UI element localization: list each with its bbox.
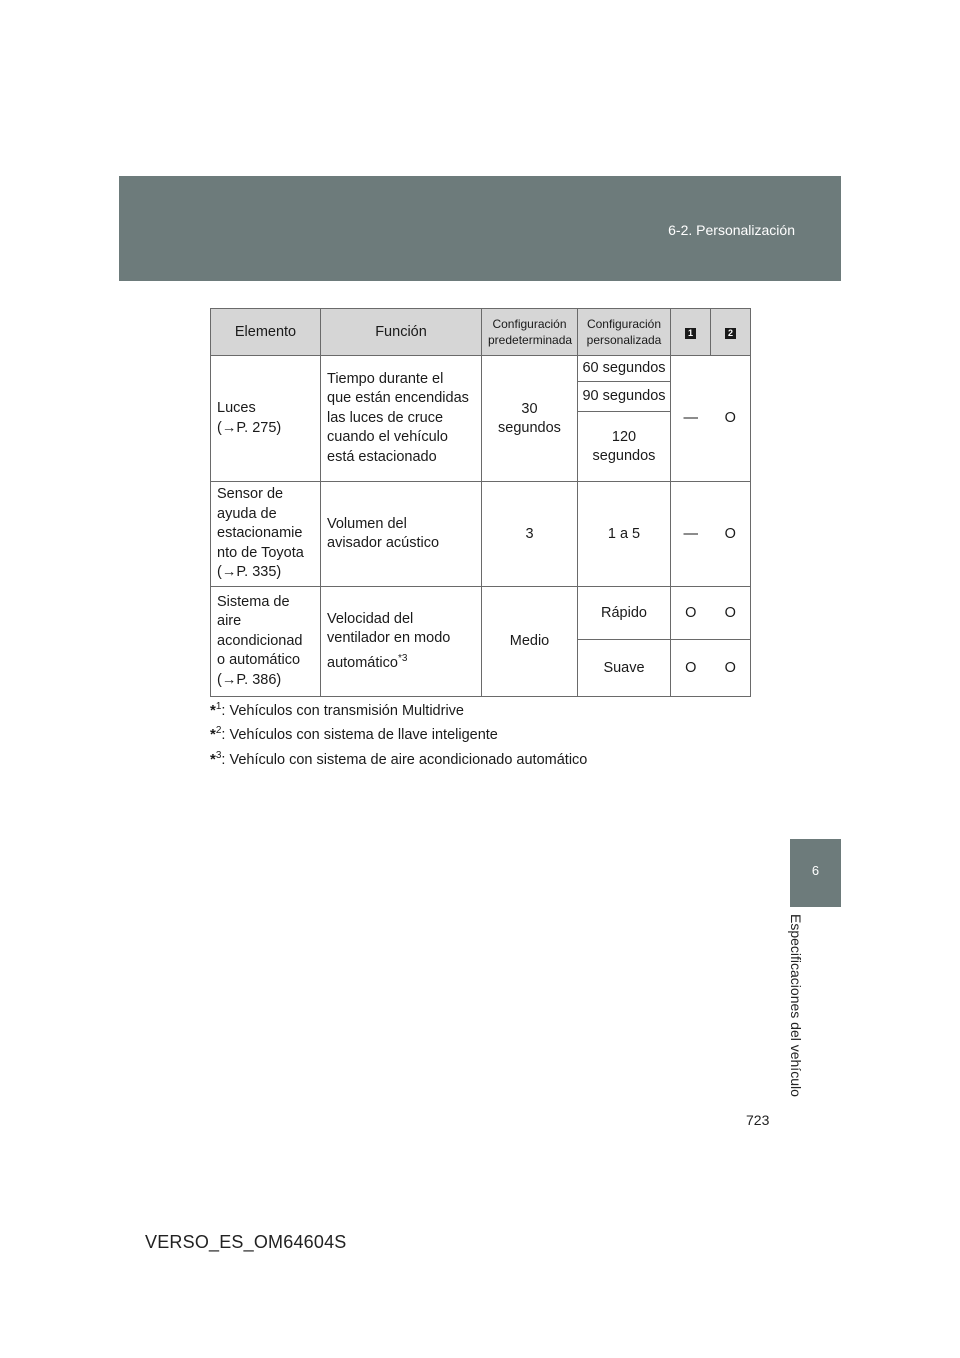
page-number: 723 <box>746 1112 770 1128</box>
footnote-number: 1 <box>215 701 222 712</box>
row3-element <box>211 587 321 697</box>
header-custom-line1: Configuración <box>586 317 662 331</box>
footnote-text: : Vehículos con sistema de llave inteligente <box>221 727 498 744</box>
row3-element-line: o automático <box>217 652 301 669</box>
row3-element-line: Sistema de <box>217 593 290 610</box>
row2-default: 3 <box>482 482 578 587</box>
table-header-row <box>211 309 751 356</box>
badge-1-icon: 1 <box>685 328 696 339</box>
row2-element-line: nto de Toyota <box>217 544 304 561</box>
row1-function: Tiempo durante el que están encendidas las luces de cruce cuando el vehículo está estacionado <box>321 356 482 482</box>
chapter-tab <box>790 839 841 907</box>
footnote-mark: * <box>210 701 216 719</box>
header-col-1 <box>671 309 711 356</box>
header-function: Función <box>321 309 482 356</box>
row2-element-line: Sensor de <box>217 486 284 503</box>
row2-function <box>321 482 482 587</box>
row1-default <box>482 356 578 482</box>
header-default-setting <box>482 309 578 356</box>
row2-col1: — <box>671 482 711 587</box>
row3-function <box>321 587 482 697</box>
row1-custom-c-line1: 120 <box>611 428 637 445</box>
row3-custom-b-col2: O <box>711 640 751 697</box>
footnote-text: : Vehículos con transmisión Multidrive <box>221 702 464 719</box>
header-custom-setting <box>578 309 671 356</box>
document-code: VERSO_ES_OM64604S <box>145 1232 347 1252</box>
row2-element <box>211 482 321 587</box>
row1-col2: O <box>711 356 751 482</box>
row1-default-line2: segundos <box>498 419 561 436</box>
row1-custom-c-line2: segundos <box>592 447 656 464</box>
footnote-number: 3 <box>215 749 222 761</box>
customization-table <box>210 308 751 697</box>
footnote-3 <box>210 746 587 770</box>
footnote-mark: * <box>210 750 216 768</box>
row3-custom-a-col1: O <box>671 587 711 640</box>
row2-function-line1: Volumen del <box>327 515 407 532</box>
footnote-text: : Vehículo con sistema de aire acondicionado automático <box>221 751 588 768</box>
row3-function-line3 <box>327 649 475 673</box>
row1-custom-b: 90 segundos <box>578 382 671 412</box>
row1-element <box>211 356 321 482</box>
row1-custom-c <box>578 412 671 482</box>
footnotes <box>210 697 587 770</box>
table-row <box>211 482 751 587</box>
badge-2-icon: 2 <box>725 328 736 339</box>
row3-element-line: aire <box>217 613 242 630</box>
row1-element-line2: (→P. 275) <box>217 419 282 436</box>
chapter-number: 6 <box>811 863 820 878</box>
section-header-band <box>119 176 841 281</box>
row3-element-line: acondicionad <box>217 632 303 649</box>
row2-element-line: (→P. 335) <box>217 564 282 581</box>
row1-custom-a: 60 segundos <box>578 356 671 382</box>
row3-custom-b-col1: O <box>671 640 711 697</box>
section-title: 6-2. Personalización <box>668 222 795 238</box>
table-row <box>211 356 751 382</box>
footnote-mark: * <box>210 726 216 744</box>
row3-custom-a-col2: O <box>711 587 751 640</box>
row3-function-line3-text: automático <box>327 654 398 671</box>
chapter-label: Especificaciones del vehículo <box>788 914 804 1097</box>
row3-function-line1: Velocidad del <box>327 610 414 627</box>
row2-col2: O <box>711 482 751 587</box>
row3-element-line: (→P. 386) <box>217 671 282 688</box>
header-default-line1: Configuración <box>492 317 567 331</box>
row3-default: Medio <box>482 587 578 697</box>
row1-default-line1: 30 <box>521 400 538 417</box>
row2-function-line2: avisador acústico <box>327 535 440 551</box>
row2-element-line: ayuda de <box>217 505 277 522</box>
footnote-number: 2 <box>215 725 222 737</box>
table-row <box>211 587 751 640</box>
row3-custom-b: Suave <box>578 640 671 697</box>
footnote-1 <box>210 697 587 721</box>
row3-custom-a: Rápido <box>578 587 671 640</box>
row3-function-line2: ventilador en modo <box>327 630 451 647</box>
row1-element-line1: Luces <box>217 400 256 416</box>
row1-col1: — <box>671 356 711 482</box>
row3-function-note: *3 <box>397 652 408 664</box>
header-col-2 <box>711 309 751 356</box>
header-custom-line2: personalizada <box>586 333 662 347</box>
header-element: Elemento <box>211 309 321 356</box>
row2-element-line: estacionamie <box>217 525 303 542</box>
footnote-2 <box>210 721 587 745</box>
row2-custom: 1 a 5 <box>578 482 671 587</box>
header-default-line2: predeterminada <box>488 333 573 347</box>
